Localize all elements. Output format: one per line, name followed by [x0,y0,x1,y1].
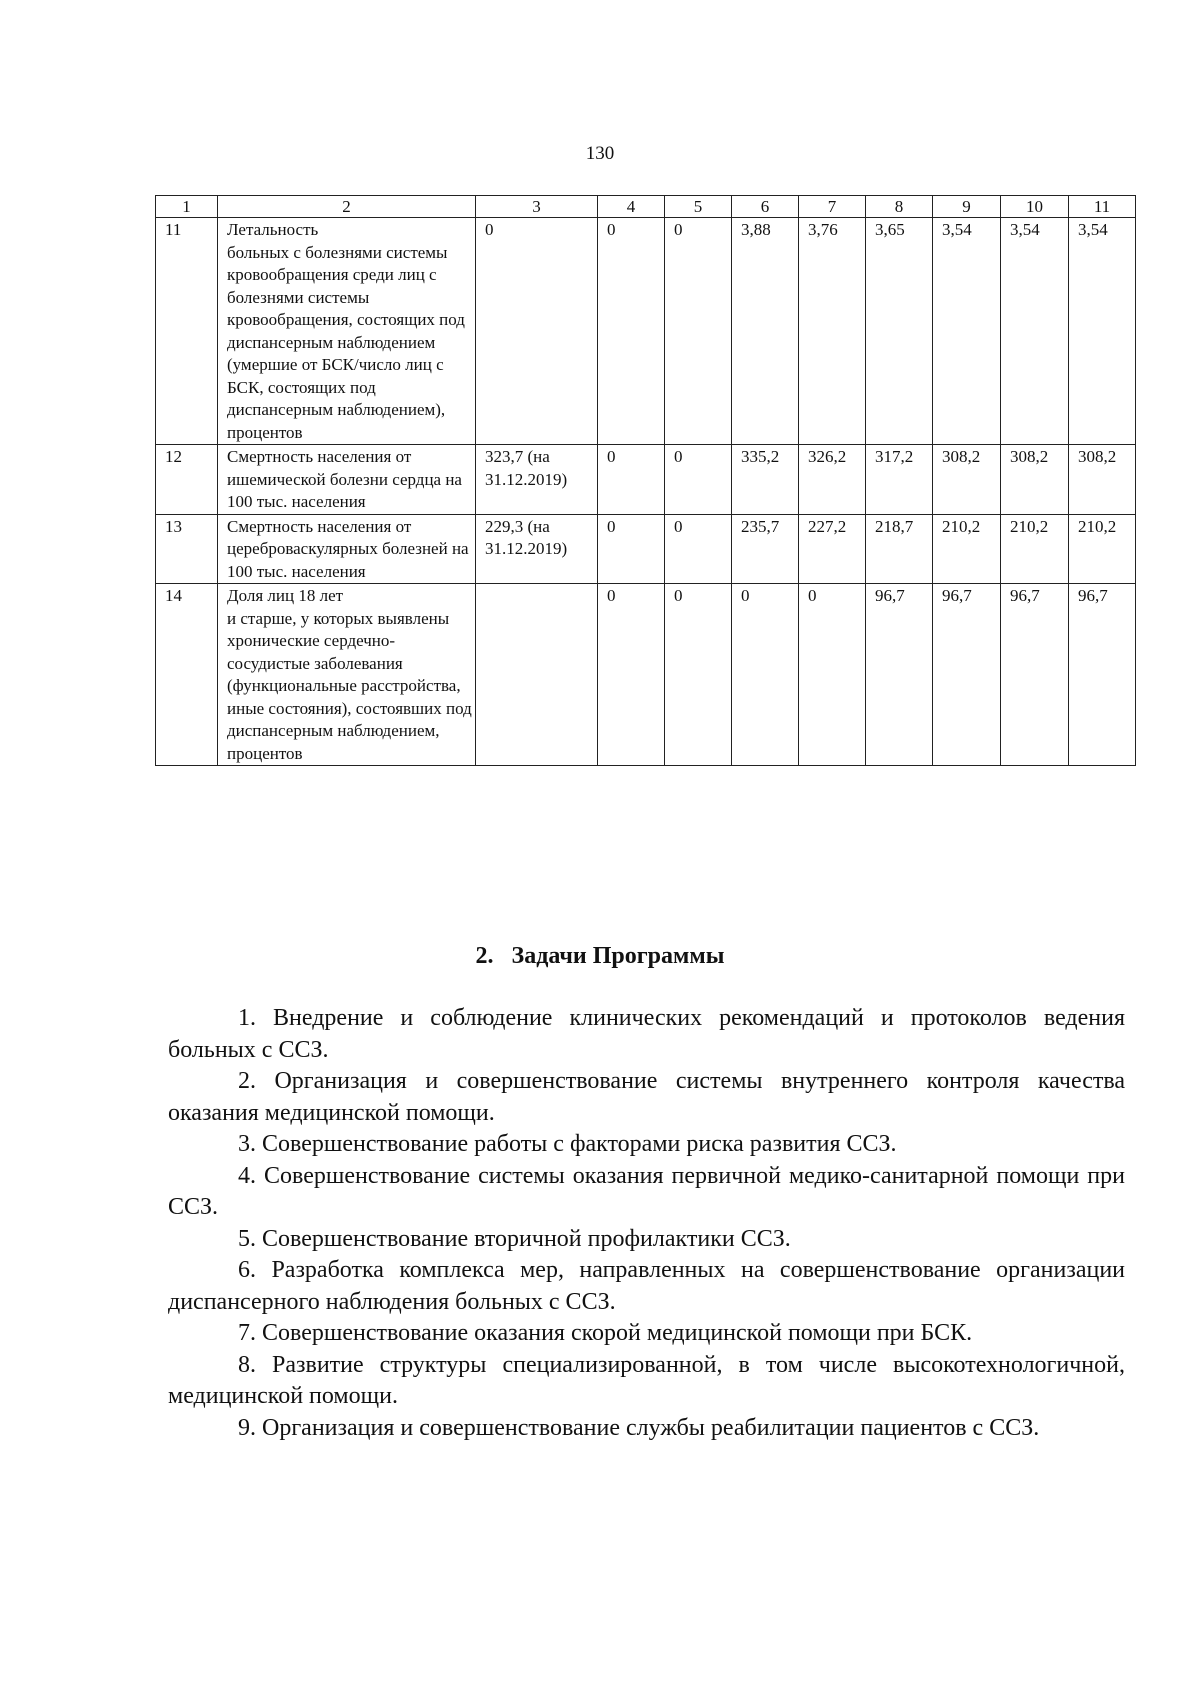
task-item: 8. Развитие структуры специализированной, в том числе высокотехнологичной, медицинской помощи. [168,1351,1125,1409]
base-value [476,584,598,766]
value-cell: 3,54 [1001,218,1069,445]
base-value: 323,7 (на 31.12.2019) [476,445,598,515]
indicator-name: Доля лиц 18 лет и старше, у которых выявлены хронические сердечно-сосудистые заболевания (функциональные расстройства, иные состояния), состоявших под диспансерным наблюдением, процентов [218,584,476,766]
value-cell: 96,7 [1001,584,1069,766]
value-cell: 210,2 [1069,514,1136,584]
header-cell: 5 [665,196,732,218]
value-cell: 3,54 [1069,218,1136,445]
value-cell: 0 [665,514,732,584]
value-cell: 0 [665,584,732,766]
task-item: 4. Совершенствование системы оказания первичной медико-санитарной помощи при ССЗ. [168,1162,1125,1220]
header-cell: 9 [933,196,1001,218]
header-cell: 8 [866,196,933,218]
value-cell: 0 [665,218,732,445]
header-cell: 1 [156,196,218,218]
task-item: 5. Совершенствование вторичной профилактики ССЗ. [238,1225,791,1252]
table-row [156,218,1136,445]
value-cell: 3,76 [799,218,866,445]
value-cell: 3,88 [732,218,799,445]
value-cell: 210,2 [933,514,1001,584]
header-cell: 10 [1001,196,1069,218]
value-cell: 0 [799,584,866,766]
base-value: 229,3 (на 31.12.2019) [476,514,598,584]
row-number: 13 [156,514,218,584]
base-value: 0 [476,218,598,445]
header-cell: 4 [598,196,665,218]
indicator-name: Смертность населения от ишемической болезни сердца на 100 тыс. населения [218,445,476,515]
value-cell: 3,54 [933,218,1001,445]
value-cell: 96,7 [1069,584,1136,766]
page-number: 130 [585,143,615,164]
value-cell: 96,7 [933,584,1001,766]
value-cell: 308,2 [1001,445,1069,515]
table-row [156,514,1136,584]
value-cell: 3,65 [866,218,933,445]
table-header-row [156,196,1136,218]
value-cell: 210,2 [1001,514,1069,584]
row-number: 14 [156,584,218,766]
task-item: 9. Организация и совершенствование службы реабилитации пациентов с ССЗ. [238,1414,1040,1441]
value-cell: 218,7 [866,514,933,584]
task-item: 6. Разработка комплекса мер, направленных на совершенствование организации диспансерного наблюдения больных с ССЗ. [168,1257,1125,1315]
row-number: 12 [156,445,218,515]
task-item: 7. Совершенствование оказания скорой медицинской помощи при БСК. [238,1320,973,1346]
indicators-table [155,195,1136,766]
table-row [156,584,1136,766]
indicator-name: Смертность населения от цереброваскулярных болезней на 100 тыс. населения [218,514,476,584]
indicator-name: Летальность больных с болезнями системы кровообращения среди лиц с болезнями системы кровообращения, состоящих под диспансерным наблюдением (умершие от БСК/число лиц с БСК, состоящих под диспансерным наблюдением), процентов [218,218,476,445]
value-cell: 227,2 [799,514,866,584]
section-title: 2. Задачи Программы [475,943,725,969]
value-cell: 0 [732,584,799,766]
task-item: 1. Внедрение и соблюдение клинических рекомендаций и протоколов ведения больных с ССЗ. [168,1005,1125,1063]
value-cell: 96,7 [866,584,933,766]
task-item: 3. Совершенствование работы с факторами риска развития ССЗ. [238,1131,897,1157]
value-cell: 308,2 [933,445,1001,515]
table-row [156,445,1136,515]
tasks-list [168,1003,1125,1444]
value-cell: 0 [665,445,732,515]
task-item: 2. Организация и совершенствование системы внутреннего контроля качества оказания медицинской помощи. [168,1068,1125,1126]
header-cell: 6 [732,196,799,218]
value-cell: 317,2 [866,445,933,515]
value-cell: 235,7 [732,514,799,584]
header-cell: 2 [218,196,476,218]
header-cell: 3 [476,196,598,218]
value-cell: 0 [598,584,665,766]
value-cell: 335,2 [732,445,799,515]
value-cell: 326,2 [799,445,866,515]
header-cell: 11 [1069,196,1136,218]
value-cell: 0 [598,514,665,584]
value-cell: 0 [598,218,665,445]
row-number: 11 [156,218,218,445]
value-cell: 0 [598,445,665,515]
header-cell: 7 [799,196,866,218]
value-cell: 308,2 [1069,445,1136,515]
